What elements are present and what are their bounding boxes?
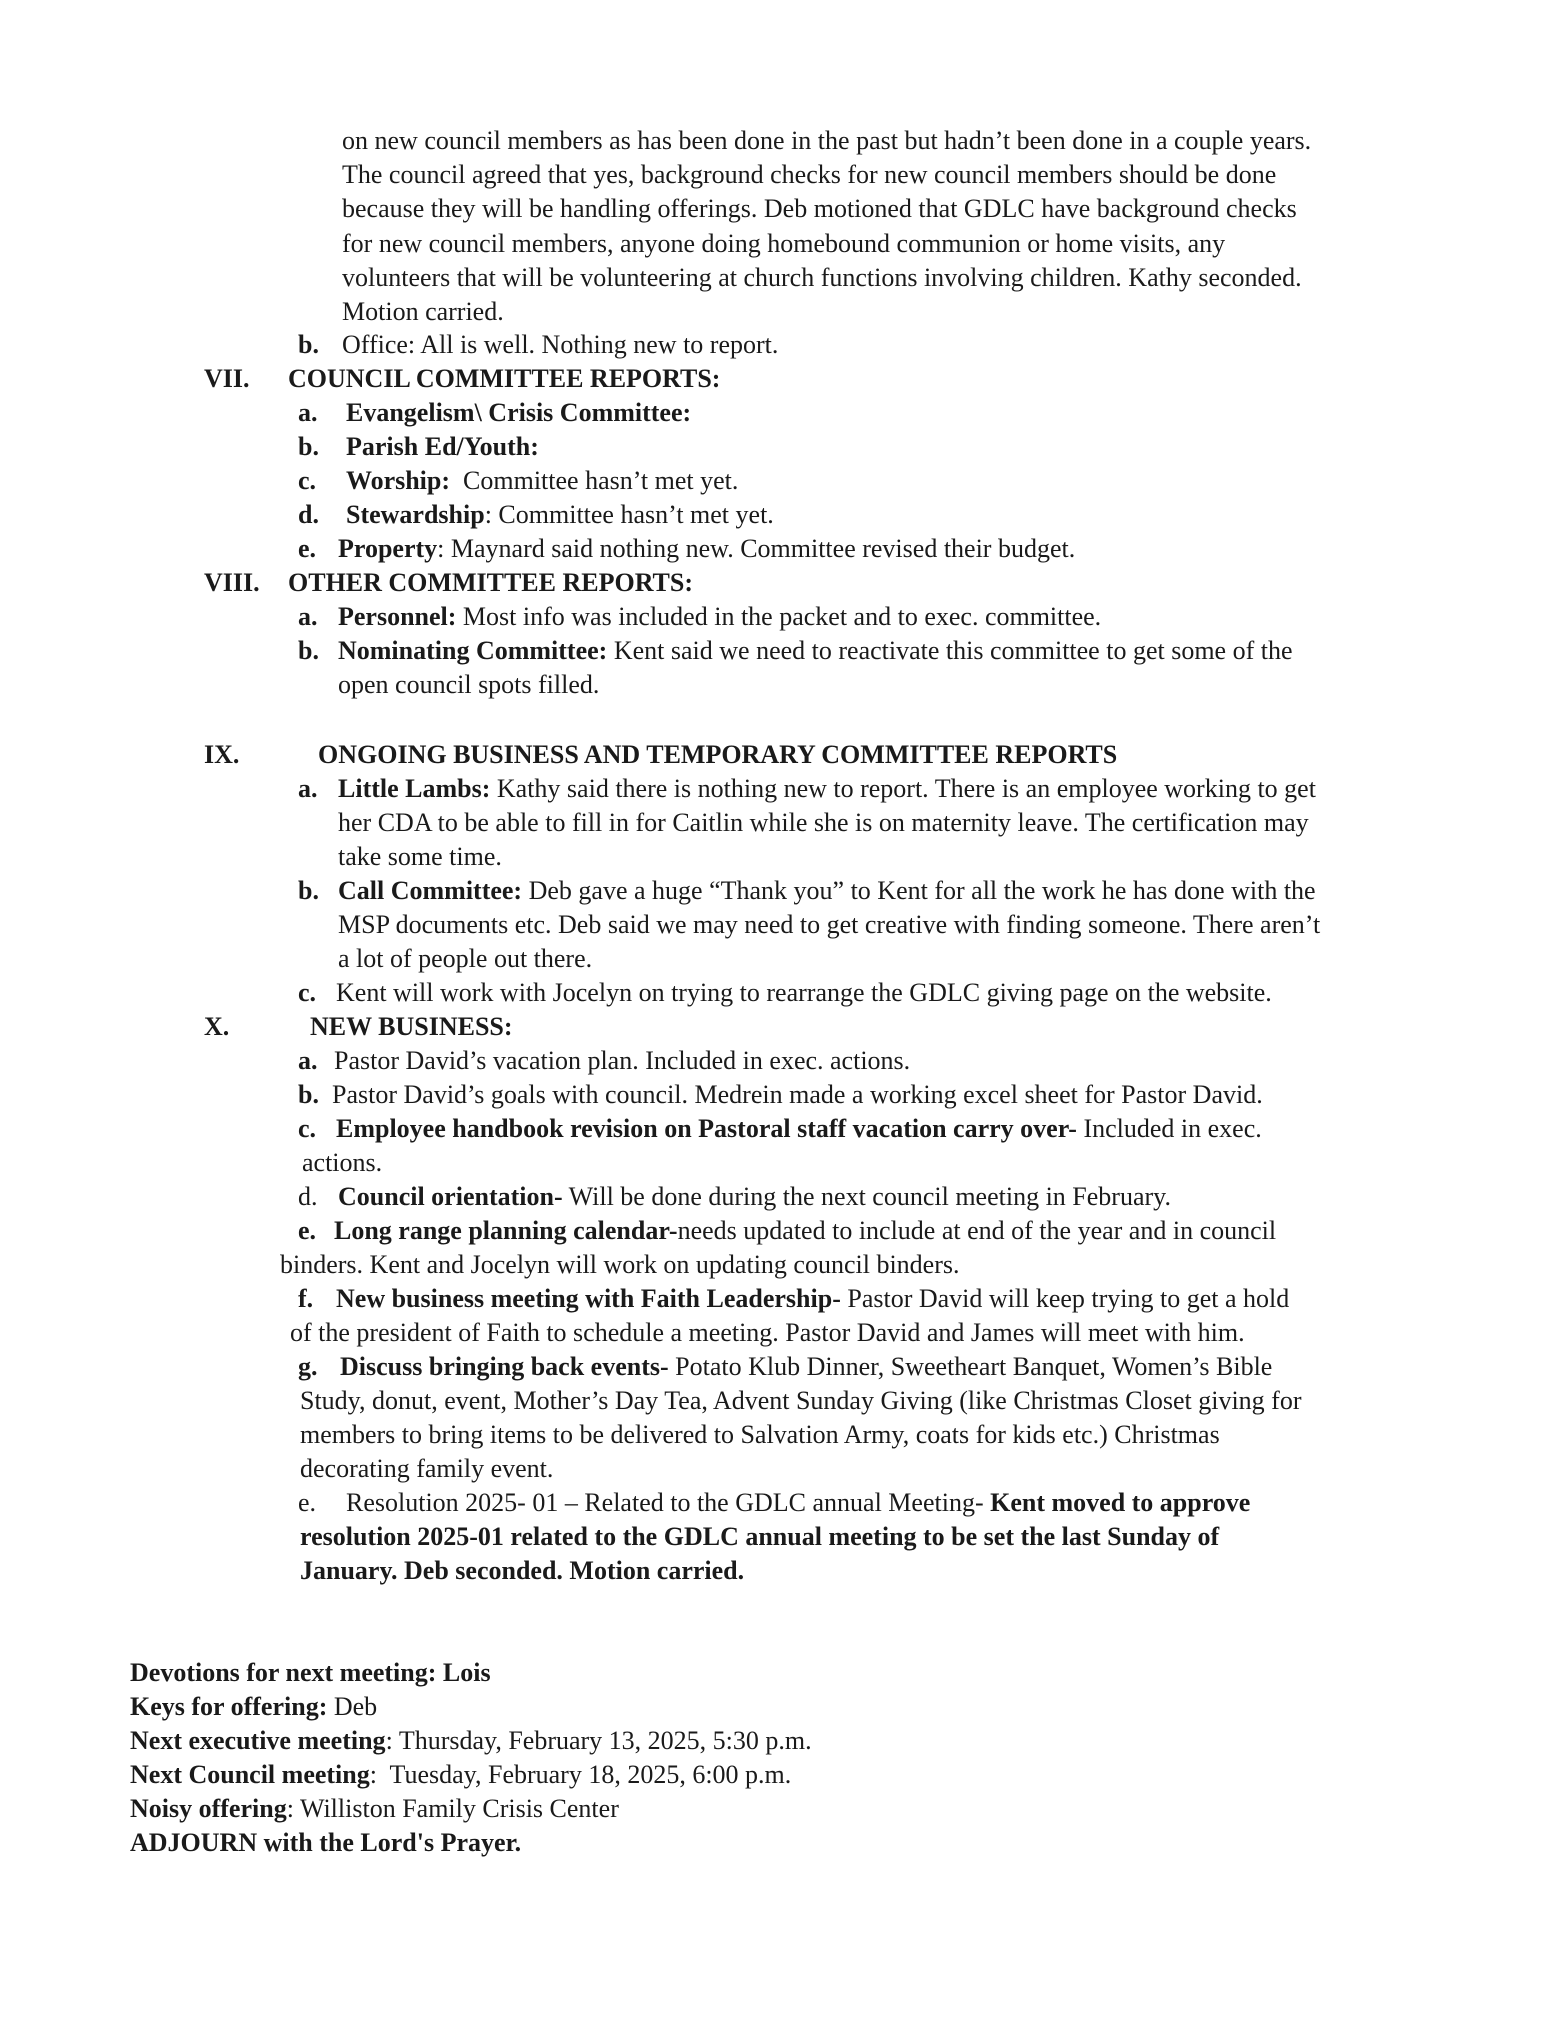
- item-text: : Committee hasn’t met yet.: [484, 500, 774, 529]
- item-text: : Maynard said nothing new. Committee revised their budget.: [437, 534, 1076, 563]
- item-continuation: her CDA to be able to fill in for Caitlin while she is on maternity leave. The certification may: [338, 808, 1309, 837]
- item-label: Discuss bringing back events-: [340, 1352, 669, 1381]
- item-continuation: a lot of people out there.: [338, 944, 593, 973]
- ongoing-item: [338, 874, 1316, 908]
- item-text: Most info was included in the packet and to exec. committee.: [456, 602, 1102, 631]
- noisy-label: Noisy offering: [130, 1794, 287, 1823]
- business-item: [334, 1214, 1276, 1248]
- keys-line: [130, 1690, 377, 1724]
- item-letter: a.: [298, 1046, 318, 1075]
- item-label: Council orientation-: [338, 1182, 563, 1211]
- section-heading: ONGOING BUSINESS AND TEMPORARY COMMITTEE REPORTS: [318, 740, 1118, 769]
- committee-item: [346, 430, 539, 464]
- item-label: Parish Ed/Youth:: [346, 432, 539, 461]
- item-text: Kathy said there is nothing new to report. There is an employee working to get: [490, 774, 1316, 803]
- section-heading: OTHER COMMITTEE REPORTS:: [288, 568, 694, 597]
- section-numeral: VIII.: [204, 568, 260, 597]
- committee-item: [346, 498, 774, 532]
- office-text: Office: All is well. Nothing new to report.: [342, 330, 779, 359]
- paragraph-line: Motion carried.: [342, 297, 504, 327]
- item-label: Property: [338, 534, 438, 563]
- item-letter: c.: [298, 978, 317, 1007]
- section-numeral: VII.: [204, 364, 250, 393]
- item-text: Pastor David’s goals with council. Medrein made a working excel sheet for Pastor David.: [332, 1080, 1263, 1109]
- section-heading: NEW BUSINESS:: [310, 1012, 513, 1041]
- item-letter: b.: [298, 636, 319, 665]
- item-label: Worship:: [346, 466, 451, 495]
- resolution-item: [346, 1486, 1250, 1520]
- item-letter: a.: [298, 602, 318, 631]
- item-text: Kent will work with Jocelyn on trying to rearrange the GDLC giving page on the website.: [336, 978, 1272, 1007]
- item-text: Kent said we need to reactivate this committee to get some of the: [607, 636, 1293, 665]
- committee-item: [346, 464, 738, 498]
- item-continuation: members to bring items to be delivered to Salvation Army, coats for kids etc.) Christmas: [300, 1420, 1220, 1449]
- item-letter: a.: [298, 774, 318, 803]
- item-text: Resolution 2025- 01 – Related to the GDLC annual Meeting-: [346, 1488, 991, 1517]
- item-text: needs updated to include at end of the year and in council: [677, 1216, 1277, 1245]
- office-item: [298, 328, 319, 362]
- business-item: [338, 1180, 1171, 1214]
- paragraph-line: on new council members as has been done in the past but hadn’t been done in a couple years.: [342, 126, 1312, 155]
- item-label: New business meeting with Faith Leadership-: [336, 1284, 841, 1313]
- item-letter: b.: [298, 330, 319, 359]
- devotions-line: Devotions for next meeting: Lois: [130, 1658, 491, 1687]
- item-letter: b.: [298, 1080, 319, 1109]
- council-value: : Tuesday, February 18, 2025, 6:00 p.m.: [369, 1760, 792, 1789]
- motion-text: Kent moved to approve: [990, 1488, 1251, 1517]
- motion-continuation: resolution 2025-01 related to the GDLC annual meeting to be set the last Sunday of: [300, 1522, 1220, 1551]
- item-continuation: open council spots filled.: [338, 670, 600, 699]
- item-letter: g.: [298, 1352, 318, 1381]
- item-letter: e.: [298, 1216, 317, 1245]
- adjourn-line: ADJOURN with the Lord's Prayer.: [130, 1828, 522, 1857]
- item-label: Call Committee:: [338, 876, 523, 905]
- item-letter: d.: [298, 1182, 318, 1211]
- committee-item: [338, 600, 1101, 634]
- item-continuation: of the president of Faith to schedule a meeting. Pastor David and James will meet with him.: [290, 1318, 1245, 1347]
- section-numeral: X.: [204, 1012, 230, 1041]
- item-letter: c.: [298, 466, 317, 495]
- item-continuation: Study, donut, event, Mother’s Day Tea, Advent Sunday Giving (like Christmas Closet giving for: [300, 1386, 1302, 1415]
- business-item: [340, 1350, 1272, 1384]
- noisy-value: : Williston Family Crisis Center: [286, 1794, 619, 1823]
- item-continuation: decorating family event.: [300, 1454, 554, 1483]
- item-label: Employee handbook revision on Pastoral staff vacation carry over-: [336, 1114, 1077, 1143]
- paragraph-line: for new council members, anyone doing homebound communion or home visits, any: [342, 228, 1226, 258]
- ongoing-item: [338, 772, 1316, 806]
- item-letter: a.: [298, 398, 318, 427]
- keys-value: Deb: [327, 1692, 378, 1721]
- committee-item: [338, 532, 1075, 566]
- section-heading: COUNCIL COMMITTEE REPORTS:: [288, 364, 721, 393]
- item-letter: c.: [298, 1114, 317, 1143]
- business-item: [336, 1282, 1289, 1316]
- item-continuation: binders. Kent and Jocelyn will work on updating council binders.: [280, 1250, 960, 1279]
- background-check-paragraph: [342, 124, 1422, 329]
- item-text: Will be done during the next council meeting in February.: [562, 1182, 1171, 1211]
- item-letter: d.: [298, 500, 319, 529]
- exec-label: Next executive meeting: [130, 1726, 386, 1755]
- paragraph-line: because they will be handling offerings. Deb motioned that GDLC have background checks: [342, 194, 1297, 224]
- item-letter: e.: [298, 1488, 317, 1517]
- item-continuation: take some time.: [338, 842, 502, 871]
- keys-label: Keys for offering:: [130, 1692, 328, 1721]
- council-label: Next Council meeting: [130, 1760, 370, 1789]
- item-continuation: MSP documents etc. Deb said we may need to get creative with finding someone. There aren’t: [338, 910, 1321, 939]
- item-text: Included in exec.: [1076, 1114, 1262, 1143]
- section-numeral: IX.: [204, 740, 240, 769]
- committee-item: [338, 634, 1293, 668]
- item-label: Evangelism\ Crisis Committee:: [346, 398, 692, 427]
- motion-continuation: January. Deb seconded. Motion carried.: [300, 1556, 745, 1585]
- committee-item: [346, 396, 691, 430]
- noisy-offering-line: [130, 1792, 619, 1826]
- item-label: Stewardship: [346, 500, 485, 529]
- next-executive-line: [130, 1724, 812, 1758]
- item-text: Potato Klub Dinner, Sweetheart Banquet, Women’s Bible: [668, 1352, 1273, 1381]
- paragraph-line: volunteers that will be volunteering at church functions involving children. Kathy seconded.: [342, 262, 1302, 292]
- item-label: Long range planning calendar-: [334, 1216, 678, 1245]
- item-text: Pastor David’s vacation plan. Included in exec. actions.: [334, 1046, 911, 1075]
- item-letter: b.: [298, 876, 319, 905]
- item-letter: e.: [298, 534, 317, 563]
- item-label: Personnel:: [338, 602, 457, 631]
- item-letter: b.: [298, 432, 319, 461]
- item-text: Committee hasn’t met yet.: [450, 466, 739, 495]
- exec-value: : Thursday, February 13, 2025, 5:30 p.m.: [385, 1726, 812, 1755]
- item-letter: f.: [298, 1284, 314, 1313]
- next-council-line: [130, 1758, 791, 1792]
- item-label: Nominating Committee:: [338, 636, 608, 665]
- business-item: [336, 1112, 1262, 1146]
- paragraph-line: The council agreed that yes, background checks for new council members should be done: [342, 160, 1277, 190]
- item-text: Pastor David will keep trying to get a hold: [840, 1284, 1290, 1313]
- item-text: Deb gave a huge “Thank you” to Kent for all the work he has done with the: [522, 876, 1316, 905]
- item-label: Little Lambs:: [338, 774, 491, 803]
- item-continuation: actions.: [302, 1148, 383, 1177]
